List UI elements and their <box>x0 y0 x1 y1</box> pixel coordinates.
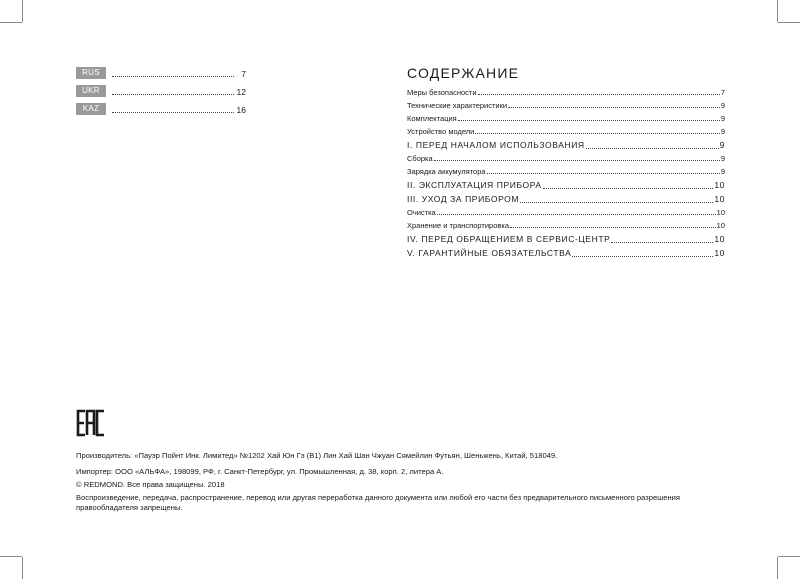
dot-leader <box>487 173 720 174</box>
toc-list <box>407 88 725 259</box>
toc-label: Меры безопасности <box>407 88 477 97</box>
dot-leader <box>478 94 720 95</box>
toc-item[interactable] <box>407 221 725 230</box>
crop-mark <box>0 556 22 557</box>
toc-page-number: 9 <box>720 154 725 163</box>
crop-mark <box>22 557 23 579</box>
table-of-contents <box>407 64 725 262</box>
toc-page-number: 10 <box>714 248 725 258</box>
toc-section[interactable] <box>407 140 725 151</box>
language-index <box>76 67 246 121</box>
toc-page-number: 10 <box>714 234 725 244</box>
language-badge: UKR <box>76 85 106 97</box>
toc-label: I. ПЕРЕД НАЧАЛОМ ИСПОЛЬЗОВАНИЯ <box>407 140 585 150</box>
language-page-number: 12 <box>236 87 246 97</box>
crop-mark <box>778 22 800 23</box>
dot-leader <box>572 256 713 257</box>
language-page-number: 7 <box>241 69 246 79</box>
toc-label: Сборка <box>407 154 433 163</box>
dot-leader <box>112 94 234 95</box>
toc-section[interactable] <box>407 248 725 259</box>
language-badge: KAZ <box>76 103 106 115</box>
toc-label: V. ГАРАНТИЙНЫЕ ОБЯЗАТЕЛЬСТВА <box>407 248 572 258</box>
toc-section[interactable] <box>407 180 725 191</box>
toc-item[interactable] <box>407 208 725 217</box>
toc-label: III. УХОД ЗА ПРИБОРОМ <box>407 194 520 204</box>
toc-label: Устройство модели <box>407 127 475 136</box>
dot-leader <box>434 160 720 161</box>
toc-item[interactable] <box>407 154 725 163</box>
dot-leader <box>520 202 713 203</box>
manufacturer-text: Производитель: «Пауэр Пойнт Инк. Лимитед» №1202 Хай Юн Гэ (B1) Лин Хай Шан Чжуан Сямейлин Футьян, Шеньжень, Китай, 518049. <box>76 451 558 460</box>
dot-leader <box>508 107 720 108</box>
dot-leader <box>543 188 714 189</box>
language-row-rus[interactable] <box>76 67 246 79</box>
toc-label: IV. ПЕРЕД ОБРАЩЕНИЕМ В СЕРВИС-ЦЕНТР <box>407 234 611 244</box>
toc-label: II. ЭКСПЛУАТАЦИЯ ПРИБОРА <box>407 180 542 190</box>
toc-label: Очистка <box>407 208 436 217</box>
toc-page-number: 10 <box>714 194 725 204</box>
toc-section[interactable] <box>407 194 725 205</box>
toc-page-number: 9 <box>720 167 725 176</box>
imprint <box>76 408 736 513</box>
toc-page-number: 9 <box>719 140 725 150</box>
toc-item[interactable] <box>407 101 725 110</box>
toc-label: Комплектация <box>407 114 457 123</box>
toc-page-number: 10 <box>716 208 725 217</box>
toc-label: Технические характеристики <box>407 101 508 110</box>
language-page-number: 16 <box>236 105 246 115</box>
toc-item[interactable] <box>407 88 725 97</box>
toc-page-number: 9 <box>720 101 725 110</box>
toc-page-number: 9 <box>720 114 725 123</box>
language-badge: RUS <box>76 67 106 79</box>
dot-leader <box>458 120 720 121</box>
dot-leader <box>475 133 719 134</box>
copyright-text: © REDMOND. Все права защищены. 2018 <box>76 480 225 489</box>
toc-label: Хранение и транспортировка <box>407 221 509 230</box>
dot-leader <box>611 242 713 243</box>
toc-page-number: 10 <box>716 221 725 230</box>
crop-mark <box>778 556 800 557</box>
crop-mark <box>777 0 778 22</box>
toc-page-number: 7 <box>720 88 725 97</box>
dot-leader <box>112 112 234 113</box>
toc-section[interactable] <box>407 234 725 245</box>
dot-leader <box>586 148 719 149</box>
toc-page-number: 9 <box>720 127 725 136</box>
crop-mark <box>777 557 778 579</box>
toc-item[interactable] <box>407 114 725 123</box>
toc-item[interactable] <box>407 167 725 176</box>
toc-page-number: 10 <box>714 180 725 190</box>
importer-text: Импортер: ООО «АЛЬФА», 198099, РФ, г. Санкт-Петербург, ул. Промышленная, д. 38, корп. 2, литера А. <box>76 467 444 476</box>
copyright-notice: Воспроизведение, передача, распространение, перевод или другая переработка данного документа или любой его части без предварительного письменного разрешения правообладателя запрещены. <box>76 493 681 512</box>
dot-leader <box>112 76 234 77</box>
crop-mark <box>22 0 23 22</box>
toc-label: Зарядка аккумулятора <box>407 167 486 176</box>
toc-item[interactable] <box>407 127 725 136</box>
dot-leader <box>437 214 716 215</box>
language-row-ukr[interactable] <box>76 85 246 97</box>
eac-logo-icon <box>76 408 106 438</box>
language-row-kaz[interactable] <box>76 103 246 115</box>
contents-title: СОДЕРЖАНИЕ <box>407 65 520 81</box>
dot-leader <box>510 227 716 228</box>
crop-mark <box>0 22 22 23</box>
